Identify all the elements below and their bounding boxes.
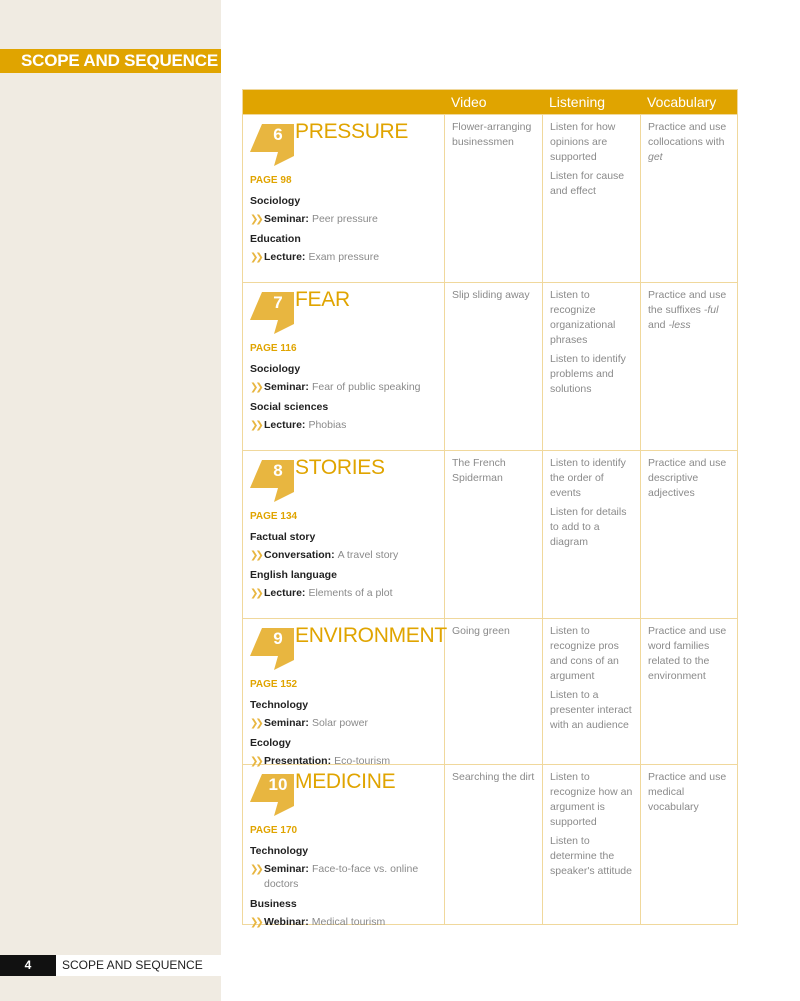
video-cell [444, 765, 542, 924]
activity-item [250, 250, 444, 265]
unit-number: 6 [273, 125, 283, 144]
double-chevron-right-icon: ❯❯ [250, 252, 261, 263]
scope-sequence-table [242, 89, 738, 928]
activity-item [250, 418, 444, 433]
header-listening: Listening [549, 94, 606, 110]
unit-cell [243, 619, 447, 767]
double-chevron-right-icon: ❯❯ [250, 864, 261, 875]
activity-type: Seminar: [264, 717, 309, 729]
vocabulary-text: Practice and use the suffixes [648, 289, 727, 316]
unit-title: ENVIRONMENT [295, 624, 447, 647]
listening-skill: Listen to recognize organizational phrases [550, 289, 616, 346]
unit-heading [250, 770, 444, 824]
topic-label: Social sciences [250, 401, 329, 413]
unit-cell [243, 283, 444, 450]
activity-item [250, 915, 444, 930]
page-reference: PAGE 170 [250, 825, 298, 836]
activity-text: Solar power [311, 717, 368, 729]
listening-skill: Listen to recognize pros and cons of an argument [550, 625, 619, 682]
page-reference: PAGE 134 [250, 511, 298, 522]
activity-item [250, 380, 444, 395]
page-reference: PAGE 98 [250, 175, 292, 186]
listening-cell [542, 765, 640, 924]
activity-item [250, 548, 444, 563]
vocabulary-text: and [648, 319, 669, 331]
activity-text: Medical tourism [311, 916, 386, 928]
double-chevron-right-icon: ❯❯ [250, 550, 261, 561]
activity-text: Eco-tourism [334, 755, 391, 767]
activity-text: Elements of a plot [308, 587, 393, 599]
vocabulary-emphasis: get [648, 151, 663, 163]
unit-cell [243, 451, 444, 618]
listening-cell [542, 619, 640, 764]
activity-type: Presentation: [264, 755, 332, 767]
unit-cell [243, 115, 444, 282]
vocabulary-emphasis: -less [668, 319, 691, 331]
activity-text: Peer pressure [311, 213, 378, 225]
sidebar [0, 0, 221, 1001]
activity-type: Conversation: [264, 549, 335, 561]
activity-item [250, 862, 444, 892]
listening-skill: Listen for cause and effect [550, 170, 625, 197]
unit-title: PRESSURE [295, 120, 409, 143]
page-number: 4 [0, 955, 56, 976]
vocabulary-cell [640, 451, 737, 618]
topic-label: Ecology [250, 737, 291, 749]
listening-skill: Listen to recognize how an argument is supported [550, 771, 633, 828]
vocabulary-text: Practice and use medical vocabulary [648, 771, 727, 813]
video-title: The French Spiderman [452, 457, 506, 484]
activity-text: Face-to-face vs. online doctors [264, 863, 419, 890]
topic-label: Factual story [250, 531, 316, 543]
listening-skill: Listen for details to add to a diagram [550, 506, 627, 548]
unit-title: STORIES [295, 456, 385, 479]
footer-label: SCOPE AND SEQUENCE [62, 958, 203, 972]
activity-type: Seminar: [264, 213, 309, 225]
double-chevron-right-icon: ❯❯ [250, 382, 261, 393]
topic-label: English language [250, 569, 337, 581]
table-row [243, 764, 737, 928]
table-row [243, 282, 737, 450]
listening-skill: Listen to identify the order of events [550, 457, 626, 499]
unit-number: 9 [273, 629, 283, 648]
activity-type: Seminar: [264, 381, 309, 393]
listening-skill: Listen to identify problems and solutions [550, 353, 626, 395]
video-title: Going green [452, 625, 510, 637]
unit-title: FEAR [295, 288, 350, 311]
vocabulary-text: Practice and use collocations with [648, 121, 727, 148]
unit-number: 8 [273, 461, 283, 480]
activity-text: Phobias [308, 419, 347, 431]
unit-heading [250, 624, 447, 678]
double-chevron-right-icon: ❯❯ [250, 718, 261, 729]
activity-text: Fear of public speaking [311, 381, 421, 393]
vocabulary-cell [640, 619, 737, 764]
unit-heading [250, 120, 444, 174]
video-title: Searching the dirt [452, 771, 535, 783]
double-chevron-right-icon: ❯❯ [250, 917, 261, 928]
topic-label: Technology [250, 699, 309, 711]
video-cell [444, 115, 542, 282]
listening-skill: Listen to a presenter interact with an audience [550, 689, 632, 731]
header-video: Video [451, 94, 487, 110]
double-chevron-right-icon: ❯❯ [250, 756, 261, 767]
unit-number: 7 [273, 293, 283, 312]
activity-type: Lecture: [264, 419, 306, 431]
listening-cell [542, 283, 640, 450]
vocabulary-emphasis: -ful [703, 304, 719, 316]
topic-label: Education [250, 233, 301, 245]
video-title: Slip sliding away [452, 289, 530, 301]
activity-type: Webinar: [264, 916, 309, 928]
unit-heading [250, 456, 444, 510]
listening-cell [542, 451, 640, 618]
activity-type: Lecture: [264, 251, 306, 263]
listening-skill: Listen for how opinions are supported [550, 121, 616, 163]
header-vocabulary: Vocabulary [647, 94, 717, 110]
table-row [243, 114, 737, 282]
double-chevron-right-icon: ❯❯ [250, 420, 261, 431]
topic-label: Technology [250, 845, 309, 857]
unit-title: MEDICINE [295, 770, 396, 793]
activity-item [250, 586, 444, 601]
activity-text: Exam pressure [308, 251, 380, 263]
vocabulary-cell [640, 283, 737, 450]
unit-cell [243, 765, 444, 928]
section-title-banner: SCOPE AND SEQUENCE [0, 49, 221, 73]
vocabulary-text: Practice and use word families related to the environment [648, 625, 727, 682]
vocabulary-cell [640, 765, 737, 924]
video-cell [444, 283, 542, 450]
activity-item [250, 716, 444, 731]
activity-item [250, 212, 444, 227]
vocabulary-text: Practice and use descriptive adjectives [648, 457, 727, 499]
unit-number: 10 [268, 775, 288, 794]
topic-label: Sociology [250, 195, 301, 207]
listening-cell [542, 115, 640, 282]
video-title: Flower-arranging businessmen [452, 121, 532, 148]
page-reference: PAGE 116 [250, 343, 297, 354]
topic-label: Sociology [250, 363, 301, 375]
page-reference: PAGE 152 [250, 679, 298, 690]
unit-heading [250, 288, 444, 342]
table-row [243, 618, 737, 767]
double-chevron-right-icon: ❯❯ [250, 588, 261, 599]
topic-label: Business [250, 898, 297, 910]
activity-type: Lecture: [264, 587, 306, 599]
vocabulary-cell [640, 115, 737, 282]
activity-text: A travel story [337, 549, 399, 561]
listening-skill: Listen to determine the speaker's attitude [550, 835, 632, 877]
header-unit [243, 90, 444, 114]
table-header [243, 90, 737, 114]
video-cell [444, 619, 542, 764]
table-row [243, 450, 737, 618]
double-chevron-right-icon: ❯❯ [250, 214, 261, 225]
video-cell [444, 451, 542, 618]
activity-type: Seminar: [264, 863, 309, 875]
